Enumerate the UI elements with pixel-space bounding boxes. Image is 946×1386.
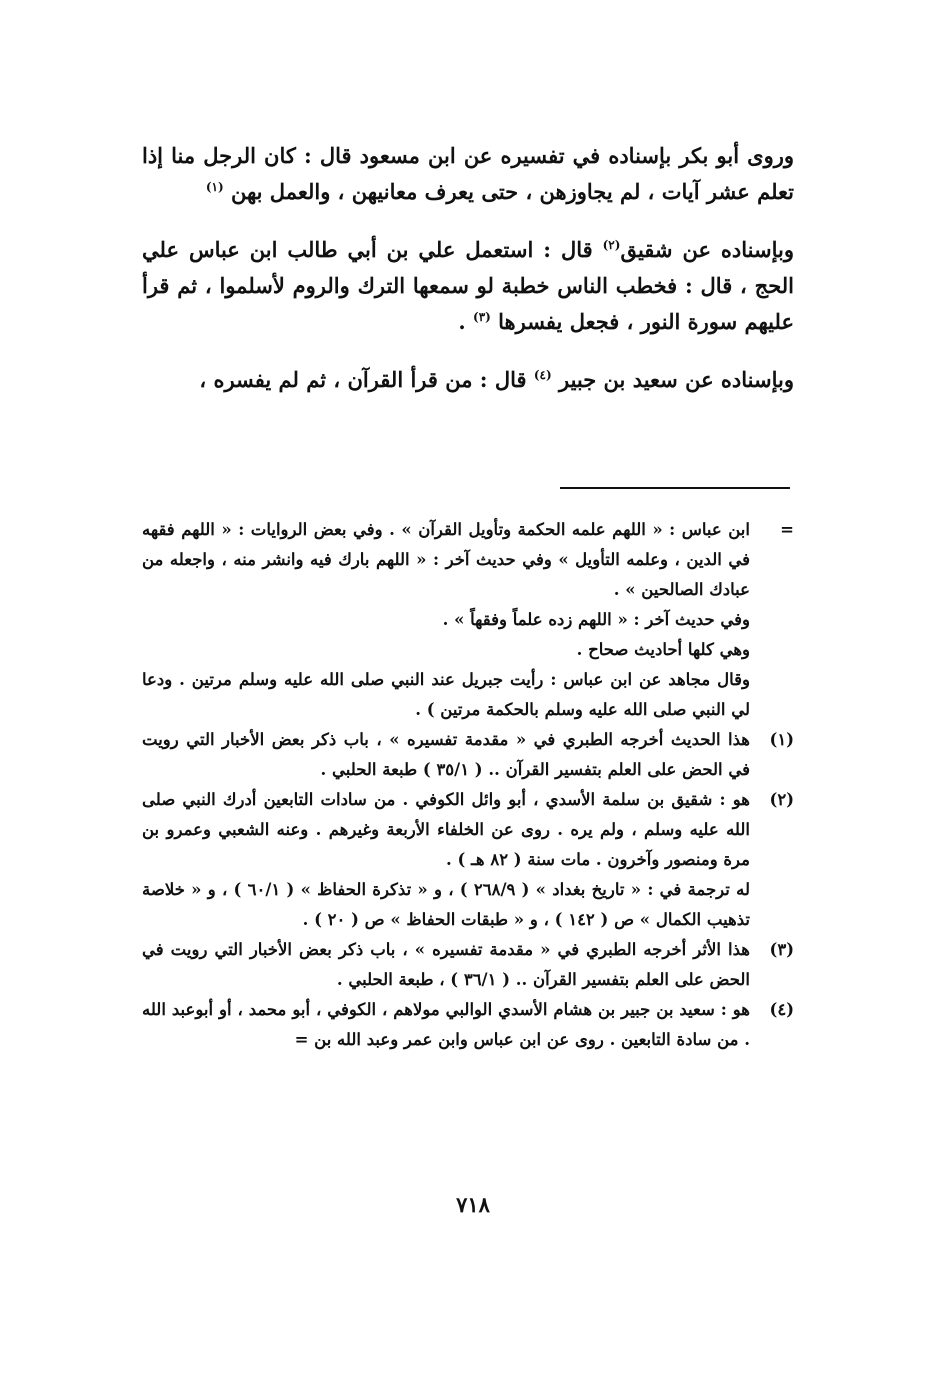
footnote-number: (٣) (769, 940, 794, 959)
footnote-ref: (١) (205, 180, 224, 194)
footnote-line: وهي كلها أحاديث صحاح . (576, 640, 750, 659)
paragraph-text: وروى أبو بكر بإسناده في تفسيره عن ابن مسعود قال : كان الرجل منا إذا تعلم عشر آيات ، لم يجاوزهن ، حتى يعرف معانيهن ، والعمل بهن (142, 143, 794, 204)
footnote-text: له ترجمة في : « تاريخ بغداد » ( ٢٦٨/٩ ) ، و « تذكرة الحفاظ » ( ٦٠/١ ) ، و « خلاصة تذهيب الكمال » ص ( ١٤٢ ) ، و « طبقات الحفاظ » ص ( ٢٠ ) . (142, 880, 750, 929)
paragraph-text: قال : من قرأ القرآن ، ثم لم يفسره ، (199, 367, 527, 392)
page-number: ٧١٨ (456, 1192, 490, 1217)
paragraph-text: قال : استعمل علي بن أبي طالب ابن عباس علي الحج ، قال : فخطب الناس خطبة لو سمعها الترك والروم لأسلموا ، ثم قرأ عليهم سورة النور ، فجعل يفسرها (142, 237, 794, 334)
footnote-line: وفي حديث آخر : « اللهم زده علماً وفقهاً » . (442, 610, 750, 629)
footnote-text: هذا الحديث أخرجه الطبري في « مقدمة تفسيره » ، باب ذكر بعض الأخبار التي رويت في الحض على العلم بتفسير القرآن .. ( ٣٥/١ ) طبعة الحلبي . (142, 730, 750, 779)
paragraph-shaqiq (142, 232, 794, 340)
paragraph-ibn-masud (142, 138, 794, 210)
footnote-1 (142, 725, 794, 785)
paragraph-said (142, 362, 794, 398)
footnote-number: (١) (769, 730, 794, 749)
footnote-ref: (٤) (533, 368, 552, 382)
paragraph-text: وبإسناده عن سعيد بن جبير (559, 367, 794, 392)
footnote-text: هذا الأثر أخرجه الطبري في « مقدمة تفسيره » ، باب ذكر بعض الأخبار التي رويت في الحض على العلم بتفسير القرآن .. ( ٣٦/١ ) ، طبعة الحلبي . (142, 940, 750, 989)
footnote-line: ابن عباس : « اللهم علمه الحكمة وتأويل القرآن » . وفي بعض الروايات : « اللهم فقهه في الدين ، وعلمه التأويل » وفي حديث آخر : « اللهم بارك فيه وانشر منه ، واجعله من عبادك الصالحين » . (142, 520, 750, 599)
footnote-ref: (٣) (473, 310, 491, 324)
footnote-text: هو : سعيد بن جبير بن هشام الأسدي الوالبي مولاهم ، الكوفي ، أبو محمد ، أو أبوعبد الله . من سادة التابعين . روى عن ابن عباس وابن عمر وعبد الله بن = (142, 1000, 750, 1049)
footnote-3 (142, 935, 794, 995)
footnote-ref: (٢) (602, 238, 621, 252)
main-text (142, 138, 794, 420)
continuation-marker: = (780, 520, 794, 539)
footnote-continuation (142, 515, 794, 725)
footnote-2 (142, 785, 794, 935)
footnote-number: (٤) (769, 1000, 794, 1019)
footnotes (142, 515, 794, 1055)
footnote-text: هو : شقيق بن سلمة الأسدي ، أبو وائل الكوفي . من سادات التابعين أدرك النبي صلى الله عليه وسلم ، ولم يره . روى عن الخلفاء الأربعة وغيرهم . وعنه الشعبي وعمرو بن مرة ومنصور وآخرون . مات سنة ( ٨٢ هـ ) . (142, 790, 750, 869)
footnote-line: وقال مجاهد عن ابن عباس : رأيت جبريل عند النبي صلى الله عليه وسلم مرتين . ودعا لي النبي صلى الله عليه وسلم بالحكمة مرتين ) . (142, 670, 750, 719)
paragraph-end: . (458, 309, 466, 334)
footnote-4 (142, 995, 794, 1055)
paragraph-text: وبإسناده عن شقيق (620, 237, 794, 262)
footnote-separator (560, 487, 790, 489)
footnote-number: (٢) (769, 790, 794, 809)
